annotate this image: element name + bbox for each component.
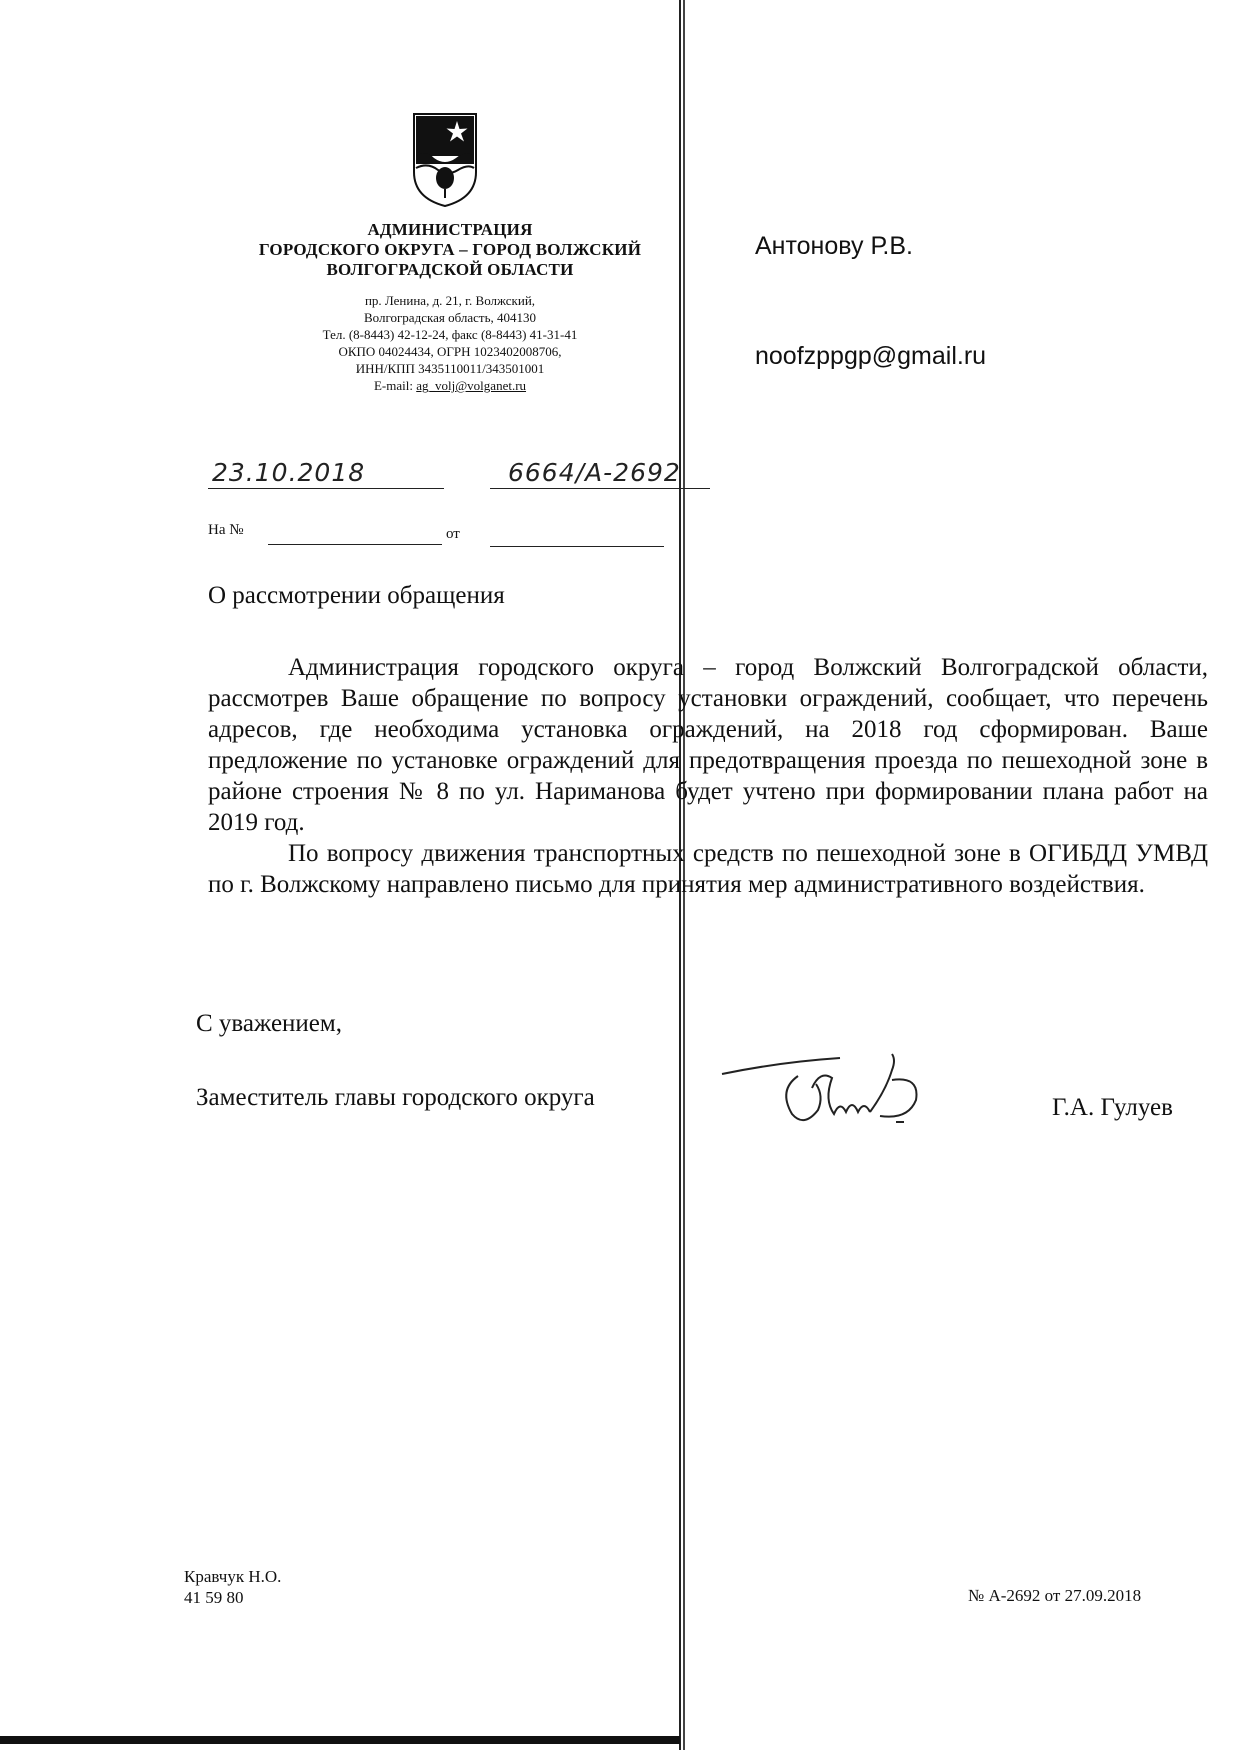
signer-position: Заместитель главы городского округа xyxy=(196,1084,595,1111)
scan-edge-bar xyxy=(0,1736,680,1744)
incoming-reference: № А-2692 от 27.09.2018 xyxy=(968,1586,1142,1605)
date-underline xyxy=(208,488,444,489)
city-emblem-icon xyxy=(412,112,478,208)
signer-name: Г.А. Гулуев xyxy=(1052,1094,1173,1121)
email-line xyxy=(200,377,700,394)
number-underline xyxy=(490,488,710,489)
address-line1: пр. Ленина, д. 21, г. Волжский, xyxy=(364,293,536,308)
letter-body xyxy=(208,652,1208,900)
org-contacts xyxy=(200,292,700,394)
org-email-link[interactable]: ag_volj@volganet.ru xyxy=(416,378,527,393)
letterhead xyxy=(200,220,700,394)
phone-line: Тел. (8-8443) 42-12-24, факс (8-8443) 41-31-41 xyxy=(322,327,578,342)
email-label: E-mail: xyxy=(373,378,417,393)
ref-from-underline xyxy=(490,546,664,547)
letter-subject: О рассмотрении обращения xyxy=(208,582,505,609)
executor-phone: 41 59 80 xyxy=(184,1588,244,1607)
recipient-name: Антонову Р.В. xyxy=(755,232,913,260)
org-name-line1: АДМИНИСТРАЦИЯ xyxy=(367,220,533,239)
body-paragraph-2: По вопросу движения транспортных средств по пешеходной зоне в ОГИБДД УМВД по г. Волжскому направлено письмо для принятия мер административного воздействия. xyxy=(208,840,1208,898)
inn-line: ИНН/КПП 3435110011/343501001 xyxy=(355,361,545,376)
okpo-line: ОКПО 04024434, ОГРН 1023402008706, xyxy=(338,344,562,359)
handwritten-signature-icon xyxy=(720,1040,950,1130)
org-name-line3: ВОЛГОГРАДСКОЙ ОБЛАСТИ xyxy=(326,260,574,279)
body-paragraph-1: Администрация городского округа – город Волжский Волгоградской области, рассмотрев Ваше обращение по вопросу установки ограждений, сообщает, что перечень адресов, где необходима установка ограждений, на 2018 год сформирован. Ваше предложение по установке ограждений для предотвращения проезда по пешеходной зоне в районе строения № 8 по ул. Нариманова будет учтено при формировании плана работ на 2019 год. xyxy=(208,654,1208,836)
ref-no-label: На № xyxy=(208,522,244,538)
executor-name: Кравчук Н.О. xyxy=(184,1567,282,1586)
address-line2: Волгоградская область, 404130 xyxy=(363,310,537,325)
recipient-email: noofzppgp@gmail.ru xyxy=(755,342,987,370)
ref-from-label: от xyxy=(446,526,460,542)
outgoing-number: 6664/А-2692 xyxy=(508,458,681,487)
executor-block xyxy=(184,1566,281,1608)
closing-phrase: С уважением, xyxy=(196,1010,342,1037)
ref-no-underline xyxy=(268,544,442,545)
outgoing-date: 23.10.2018 xyxy=(212,458,366,487)
org-name-line2: ГОРОДСКОГО ОКРУГА – ГОРОД ВОЛЖСКИЙ xyxy=(258,240,642,259)
